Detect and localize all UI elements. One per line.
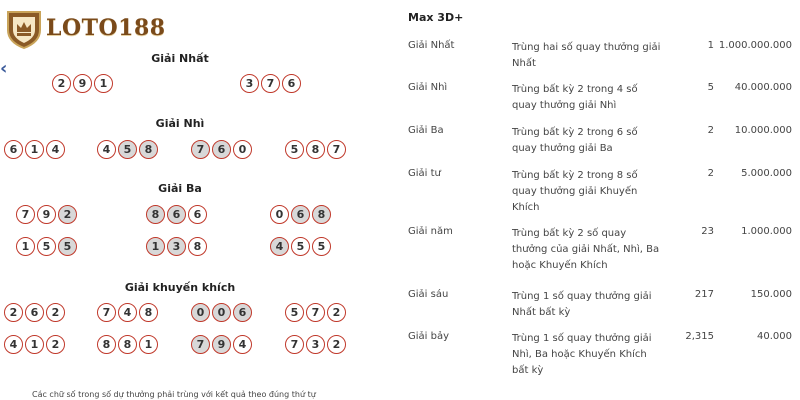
number-ball: 6 — [282, 74, 301, 93]
number-ball: 8 — [139, 140, 158, 159]
number-ball: 6 — [188, 205, 207, 224]
number-ball: 4 — [118, 303, 137, 322]
number-ball: 6 — [25, 303, 44, 322]
number-ball: 2 — [52, 74, 71, 93]
prize-condition: Trùng bất kỳ 2 số quay thưởng của giải Nhất, Nhì, Ba hoặc Khuyến Khích — [512, 228, 660, 271]
number-group — [97, 303, 158, 322]
prize-condition: Trùng bất kỳ 2 trong 4 số quay thưởng giải Nhì — [512, 84, 638, 111]
number-ball: 0 — [191, 303, 210, 322]
number-ball: 6 — [167, 205, 186, 224]
winner-count: 2 — [707, 125, 714, 136]
number-ball: 1 — [94, 74, 113, 93]
number-ball: 1 — [139, 335, 158, 354]
number-group — [16, 237, 77, 256]
number-group — [285, 303, 346, 322]
prize-amount: 1.000.000.000 — [718, 40, 792, 51]
number-ball: 7 — [16, 205, 35, 224]
winner-count: 23 — [701, 226, 714, 237]
number-ball: 8 — [146, 205, 165, 224]
number-group — [285, 335, 346, 354]
number-ball: 8 — [188, 237, 207, 256]
number-ball: 7 — [285, 335, 304, 354]
number-ball: 9 — [37, 205, 56, 224]
number-group — [191, 140, 252, 159]
number-ball: 7 — [191, 140, 210, 159]
number-ball: 4 — [97, 140, 116, 159]
number-group — [52, 74, 113, 93]
number-ball: 0 — [212, 303, 231, 322]
chevron-left-icon[interactable]: ‹ — [0, 58, 8, 79]
number-ball: 1 — [146, 237, 165, 256]
number-group — [4, 335, 65, 354]
number-ball: 9 — [212, 335, 231, 354]
crown-shield-icon — [4, 6, 44, 50]
winner-count: 1 — [707, 40, 714, 51]
winner-count: 2 — [707, 168, 714, 179]
number-group — [97, 335, 158, 354]
number-ball: 7 — [327, 140, 346, 159]
number-ball: 2 — [46, 335, 65, 354]
number-ball: 4 — [233, 335, 252, 354]
number-group — [16, 205, 77, 224]
number-ball: 5 — [312, 237, 331, 256]
number-ball: 2 — [58, 205, 77, 224]
number-ball: 5 — [291, 237, 310, 256]
brand-logo[interactable] — [4, 6, 166, 50]
prize-label: Giải Ba — [158, 182, 202, 195]
prize-condition: Trùng hai số quay thưởng giải Nhất — [512, 42, 661, 69]
number-group — [240, 74, 301, 93]
number-ball: 4 — [4, 335, 23, 354]
prize-name: Giải Ba — [408, 125, 444, 136]
prize-label: Giải khuyến khích — [124, 281, 236, 294]
prize-condition: Trùng bất kỳ 2 trong 6 số quay thưởng giải Ba — [512, 127, 638, 154]
number-ball: 5 — [58, 237, 77, 256]
number-ball: 5 — [118, 140, 137, 159]
number-ball: 0 — [270, 205, 289, 224]
number-ball: 8 — [306, 140, 325, 159]
prize-condition: Trùng bất kỳ 2 trong 8 số quay thưởng giải Khuyến Khích — [512, 170, 638, 213]
winner-count: 2,315 — [685, 331, 714, 342]
number-ball: 8 — [312, 205, 331, 224]
number-group — [97, 140, 158, 159]
footnote: Các chữ số trong số dự thưởng phải trùng với kết quả theo đúng thứ tự — [32, 390, 316, 399]
number-ball: 6 — [291, 205, 310, 224]
prize-name: Giải bảy — [408, 331, 450, 342]
number-ball: 4 — [46, 140, 65, 159]
number-ball: 5 — [285, 303, 304, 322]
prize-amount: 150.000 — [750, 289, 792, 300]
prize-amount: 1.000.000 — [741, 226, 792, 237]
number-group — [270, 205, 331, 224]
prize-condition: Trùng 1 số quay thưởng giải Nhất bất kỳ — [512, 291, 652, 318]
prize-name: Giải sáu — [408, 289, 449, 300]
number-group — [4, 140, 65, 159]
number-ball: 0 — [233, 140, 252, 159]
number-ball: 8 — [139, 303, 158, 322]
number-ball: 6 — [233, 303, 252, 322]
number-ball: 4 — [270, 237, 289, 256]
number-ball: 9 — [73, 74, 92, 93]
prize-amount: 40.000 — [757, 331, 792, 342]
number-group — [146, 237, 207, 256]
prize-condition: Trùng 1 số quay thưởng giải Nhì, Ba hoặc Khuyến Khích bất kỳ — [512, 333, 652, 376]
number-ball: 5 — [285, 140, 304, 159]
number-ball: 7 — [191, 335, 210, 354]
number-ball: 7 — [261, 74, 280, 93]
number-group — [285, 140, 346, 159]
number-ball: 1 — [25, 140, 44, 159]
number-group — [270, 237, 331, 256]
prize-amount: 40.000.000 — [734, 82, 792, 93]
number-ball: 3 — [167, 237, 186, 256]
number-ball: 8 — [118, 335, 137, 354]
number-group — [4, 303, 65, 322]
number-ball: 5 — [37, 237, 56, 256]
winner-count: 217 — [694, 289, 714, 300]
prize-name: Giải tư — [408, 168, 441, 179]
prize-amount: 10.000.000 — [734, 125, 792, 136]
prize-name: Giải năm — [408, 226, 453, 237]
number-ball: 1 — [25, 335, 44, 354]
prize-label: Giải Nhất — [151, 52, 209, 65]
number-group — [191, 303, 252, 322]
number-ball: 8 — [97, 335, 116, 354]
number-ball: 2 — [4, 303, 23, 322]
brand-name: LOTO188 — [46, 15, 166, 41]
number-group — [146, 205, 207, 224]
number-ball: 1 — [16, 237, 35, 256]
number-ball: 6 — [4, 140, 23, 159]
number-ball: 2 — [327, 335, 346, 354]
prize-name: Giải Nhất — [408, 40, 455, 51]
number-ball: 7 — [97, 303, 116, 322]
number-ball: 2 — [46, 303, 65, 322]
number-ball: 3 — [240, 74, 259, 93]
number-ball: 6 — [212, 140, 231, 159]
prize-label: Giải Nhì — [155, 117, 205, 130]
prize-amount: 5.000.000 — [741, 168, 792, 179]
prize-name: Giải Nhì — [408, 82, 448, 93]
number-group — [191, 335, 252, 354]
number-ball: 7 — [306, 303, 325, 322]
number-ball: 3 — [306, 335, 325, 354]
winner-count: 5 — [707, 82, 714, 93]
table-title: Max 3D+ — [408, 11, 464, 24]
number-ball: 2 — [327, 303, 346, 322]
